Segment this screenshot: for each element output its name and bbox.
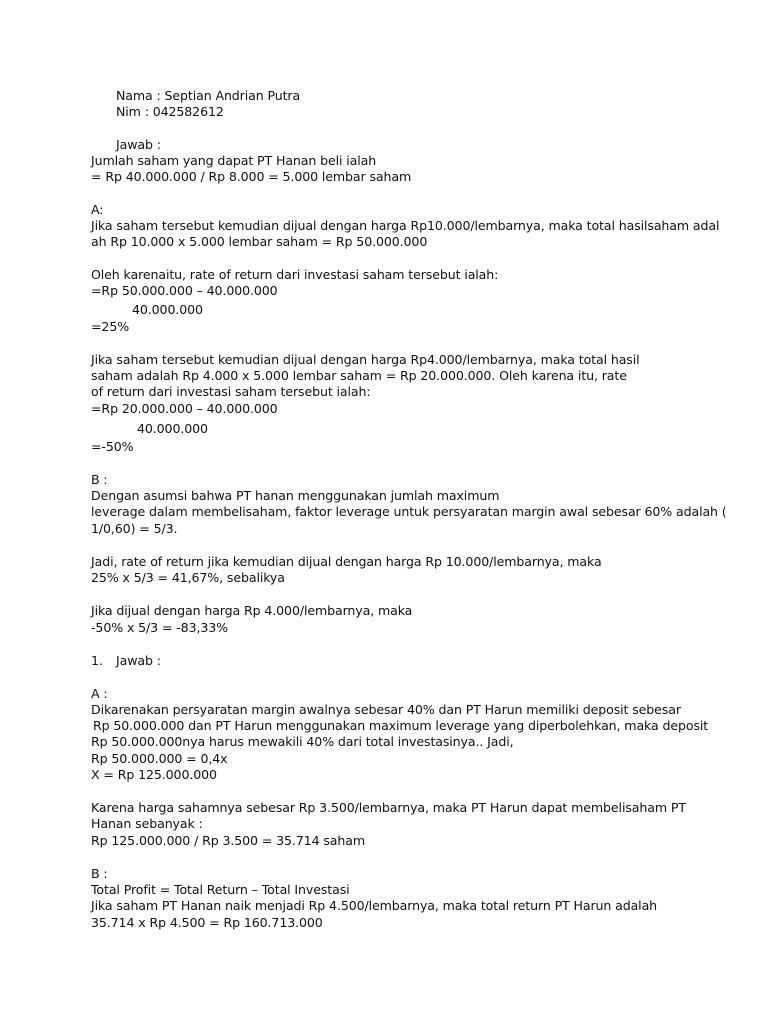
- q1-section-a-text: Rp 50.000.000nya harus mewakili 40% dari total investasinya.. Jadi,: [91, 734, 514, 749]
- section-b-text: 25% x 5/3 = 41,67%, sebalikya: [91, 570, 285, 585]
- formula-result: =25%: [91, 319, 130, 334]
- q1-section-a-text: Dikarenakan persyaratan margin awalnya sebesar 40% dan PT Harun memiliki deposit sebesar: [91, 702, 681, 717]
- formula-numerator: =Rp 50.000.000 – 40.000.000: [91, 283, 278, 298]
- formula-result: =-50%: [91, 439, 134, 454]
- q1-equation: Rp 50.000.000 = 0,4x: [91, 751, 228, 766]
- q1-section-b-result: 35.714 x Rp 4.500 = Rp 160.713.000: [91, 915, 323, 930]
- formula-denominator: 40.000.000: [137, 421, 208, 436]
- q1-section-a-text: Rp 50.000.000 dan PT Harun menggunakan maximum leverage yang diperbolehkan, maka deposit: [93, 718, 709, 733]
- section-b-label: B :: [91, 472, 108, 487]
- section-a-text: of return dari investasi saham tersebut ialah:: [91, 384, 371, 399]
- q1-section-a-result: Rp 125.000.000 / Rp 3.500 = 35.714 saham: [91, 833, 365, 848]
- section-b-text: -50% x 5/3 = -83,33%: [91, 620, 228, 635]
- q1-section-a-text: Hanan sebanyak :: [91, 816, 203, 831]
- answer-heading: Jawab :: [116, 137, 161, 152]
- student-nim: Nim : 042582612: [116, 104, 224, 119]
- intro-line-1: Jumlah saham yang dapat PT Hanan beli ialah: [91, 153, 377, 168]
- student-name: Nama : Septian Andrian Putra: [116, 88, 301, 103]
- section-b-text: leverage dalam membelisaham, faktor leverage untuk persyaratan margin awal sebesar 60% adalah (: [91, 504, 727, 519]
- section-a-label: A:: [91, 202, 104, 217]
- q1-equation-result: X = Rp 125.000.000: [91, 767, 217, 782]
- section-b-text: Dengan asumsi bahwa PT hanan menggunakan jumlah maximum: [91, 488, 500, 503]
- section-a-text: saham adalah Rp 4.000 x 5.000 lembar saham = Rp 20.000.000. Oleh karena itu, rate: [91, 368, 627, 383]
- section-b-text: Jadi, rate of return jika kemudian dijual dengan harga Rp 10.000/lembarnya, maka: [91, 554, 602, 569]
- section-a-text: Jika saham tersebut kemudian dijual dengan harga Rp10.000/lembarnya, maka total hasilsaham adal: [91, 218, 720, 233]
- section-a-text: ah Rp 10.000 x 5.000 lembar saham = Rp 50.000.000: [91, 234, 428, 249]
- section-b-text: Jika dijual dengan harga Rp 4.000/lembarnya, maka: [91, 603, 413, 618]
- q1-section-b-label: B :: [91, 866, 108, 881]
- section-b-text: 1/0,60) = 5/3.: [91, 521, 178, 536]
- formula-denominator: 40.000.000: [132, 302, 203, 317]
- q1-section-b-text: Jika saham PT Hanan naik menjadi Rp 4.500/lembarnya, maka total return PT Harun adalah: [91, 898, 658, 913]
- section-a-text: Oleh karenaitu, rate of return dari investasi saham tersebut ialah:: [91, 267, 499, 282]
- formula-numerator: =Rp 20.000.000 – 40.000.000: [91, 401, 278, 416]
- question-answer-heading: Jawab :: [116, 653, 161, 668]
- q1-section-a-text: Karena harga sahamnya sebesar Rp 3.500/lembarnya, maka PT Harun dapat membelisaham PT: [91, 800, 686, 815]
- question-number: 1.: [91, 653, 103, 668]
- intro-line-2: = Rp 40.000.000 / Rp 8.000 = 5.000 lembar saham: [91, 169, 412, 184]
- q1-section-a-label: A :: [91, 686, 108, 701]
- section-a-text: Jika saham tersebut kemudian dijual dengan harga Rp4.000/lembarnya, maka total hasil: [91, 352, 640, 367]
- q1-section-b-text: Total Profit = Total Return – Total Investasi: [91, 882, 350, 897]
